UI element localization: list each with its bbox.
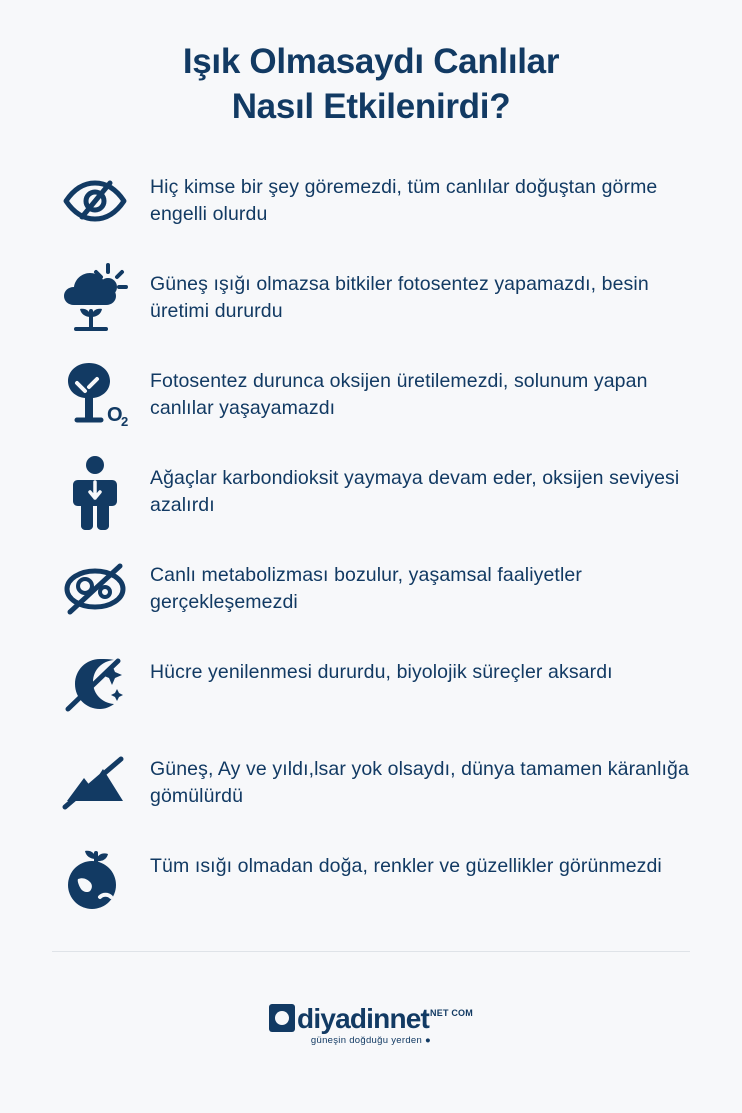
list-item-text: Hiç kimse bir şey göremezdi, tüm canlılar doğuştan görme engelli olurdu: [150, 175, 658, 226]
list-item-text: Tüm ısığı olmadan doğa, renkler ve güzellikler görünmezdi: [150, 854, 662, 877]
mountain-slash-icon: [52, 740, 138, 826]
earth-leaf-icon: [52, 837, 138, 923]
list-item: [52, 449, 702, 537]
list-item: [52, 837, 702, 925]
cell-slash-icon: [52, 546, 138, 632]
list-item: [52, 352, 702, 440]
brand-mark-icon: [269, 1004, 295, 1032]
list-item-text: Canlı metabolizması bozulur, yaşamsal faaliyetler gerçekleşemezdi: [150, 563, 582, 614]
list-item: [52, 546, 702, 634]
brand-name: diyadinnet: [297, 1002, 430, 1034]
moon-stars-slash-icon: [52, 643, 138, 729]
list-item-text: Güneş ışığı olmazsa bitkiler fotosentez yapamazdı, besin üretimi dururdu: [150, 272, 649, 323]
footer: [0, 952, 742, 1113]
list-item: [52, 643, 702, 731]
list-item: [52, 255, 702, 343]
list-item-text: Hücre yenilenmesi dururdu, biyolojik süreçler aksardı: [150, 660, 613, 683]
list-item: [52, 158, 702, 246]
person-breathing-icon: [52, 449, 138, 535]
list-item-text: Fotosentez durunca oksijen üretilemezdi, solunum yapan canlılar yaşayamazdı: [150, 369, 648, 420]
svg-text:O: O: [107, 403, 123, 426]
list-item: [52, 740, 702, 828]
list-item-text: Ağaçlar karbondioksit yaymaya devam eder, oksijen seviyesi azalırdı: [150, 466, 680, 517]
sun-cloud-plant-icon: [52, 255, 138, 341]
list-item-text: Güneş, Ay ve yıldı,lsar yok olsaydı, dünya tamamen käranlığa gömülürdü: [150, 757, 689, 808]
svg-text:2: 2: [121, 413, 129, 429]
brand-tagline: güneşin doğduğu yerden ●: [310, 1035, 432, 1047]
fact-list: [0, 158, 742, 925]
page-title: [0, 0, 742, 136]
page-title-line-2: Nasıl Etkilenirdi?: [231, 86, 511, 126]
brand-logo[interactable]: [269, 1004, 473, 1046]
tree-oxygen-icon: [52, 352, 138, 438]
page-title-line-1: Işık Olmasaydı Canlılar: [182, 42, 560, 81]
brand-tld: NET COM: [430, 1008, 473, 1019]
brand-logo-main: [269, 1004, 473, 1032]
eye-slash-icon: [52, 158, 138, 244]
